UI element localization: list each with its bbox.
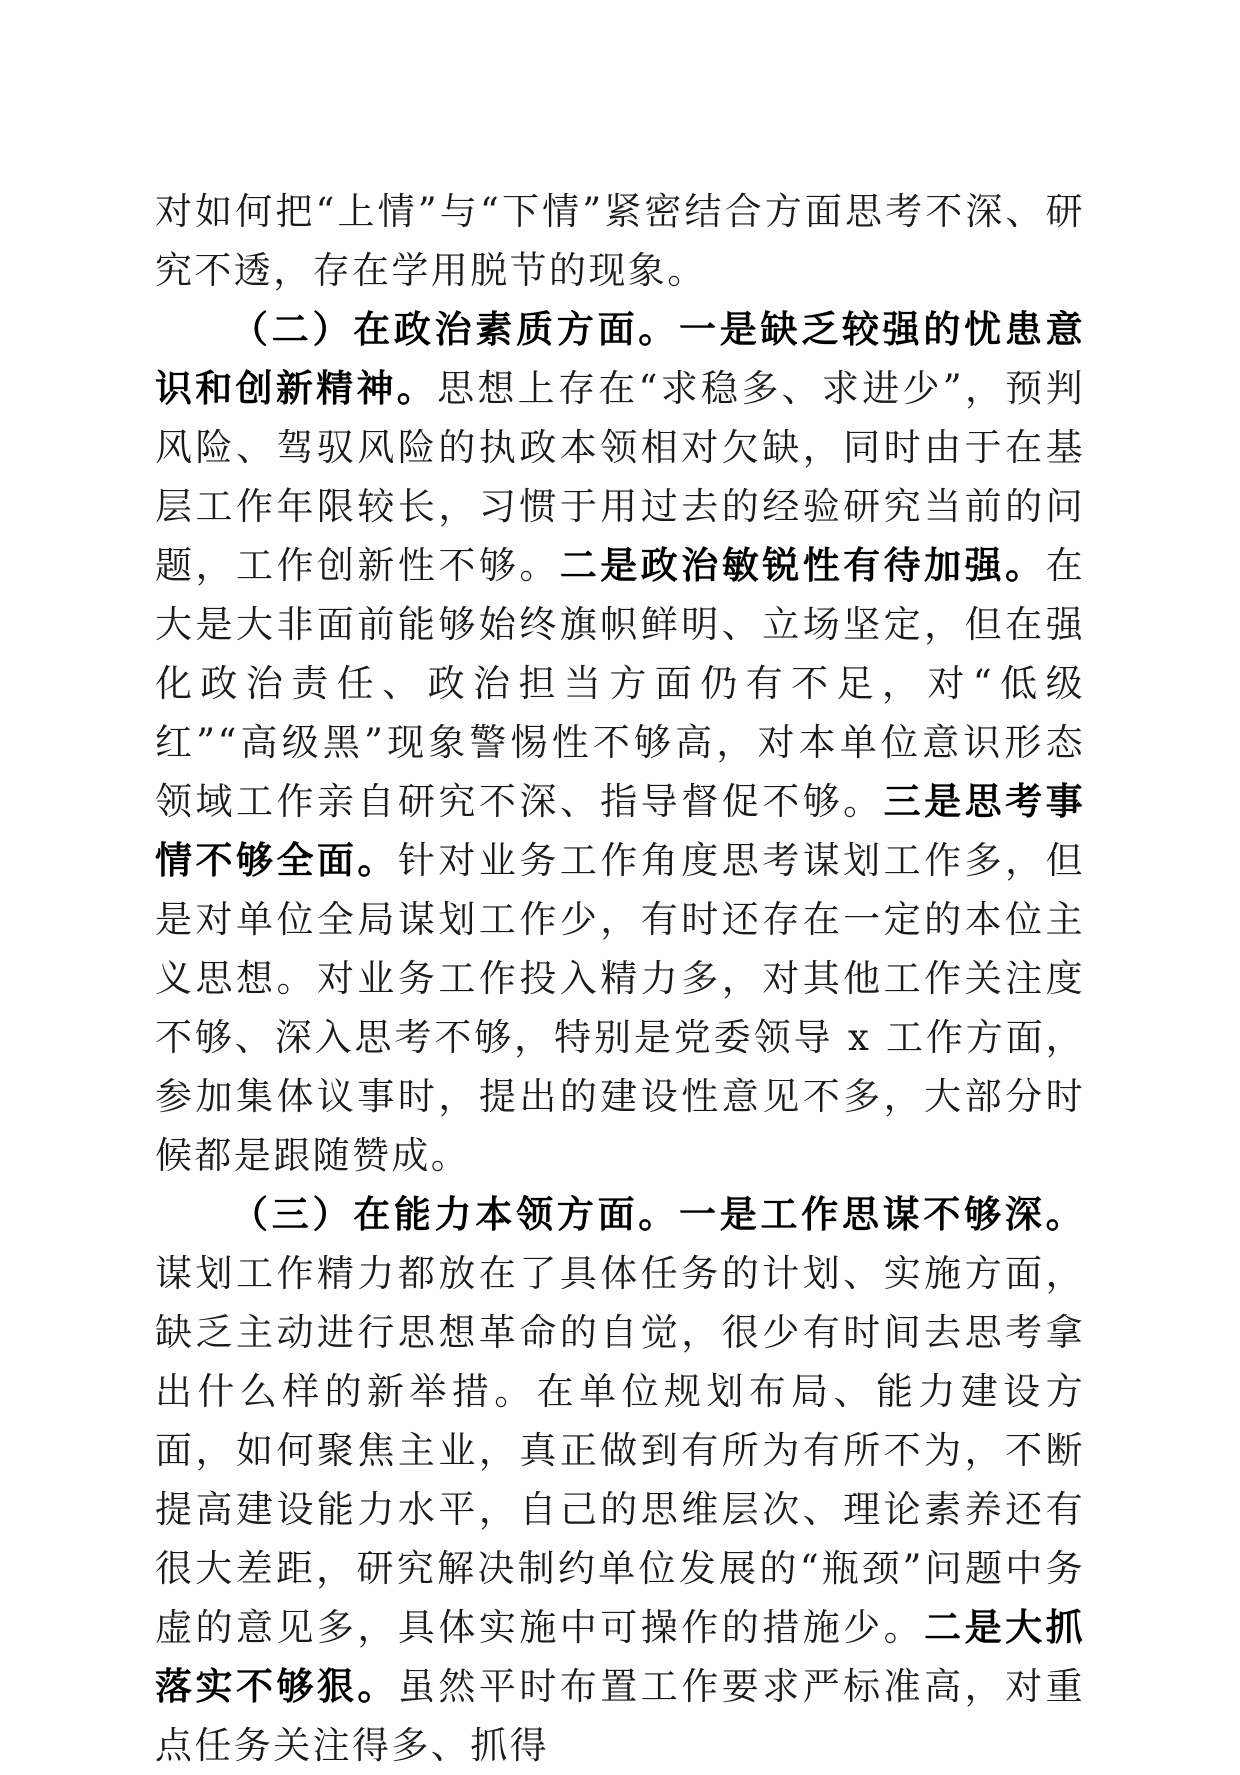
text-run: 对如何把“上情”与“下情”紧密结合方面思考不深、研究不透，存在学用脱节的现象。 xyxy=(155,190,1085,292)
point-heading: 二是政治敏锐性有待加强。 xyxy=(559,543,1046,587)
section-heading: （三）在能力本领方面。 xyxy=(231,1192,680,1236)
point-heading: 一是缺乏较强的忧患意识和创新精神。 xyxy=(155,307,1085,410)
paragraph-continuation xyxy=(155,182,1085,300)
paragraph-ability xyxy=(155,1185,1085,1775)
section-heading: （二）在政治素质方面。 xyxy=(231,307,680,351)
document-page xyxy=(155,182,1085,1775)
text-run: 针对业务工作角度思考谋划工作多，但是对单位全局谋划工作少，有时还存在一定的本位主义思想。对业务工作投入精力多，对其他工作关注度不够、深入思考不够，特别是党委领导 x 工作方面，参加集体议事时，提出的建设性意见不多，大部分时候都是跟随赞成。 xyxy=(155,839,1085,1177)
point-heading: 三是思考事情不够全面。 xyxy=(155,779,1085,882)
text-run: 思想上存在“求稳多、求进少”，预判风险、驾驭风险的执政本领相对欠缺，同时由于在基层工作年限较长，习惯于用过去的经验研究当前的问题，工作创新性不够。 xyxy=(155,367,1085,587)
text-run: 在大是大非面前能够始终旗帜鲜明、立场坚定，但在强化政治责任、政治担当方面仍有不足，对“低级红”“高级黑”现象警惕性不够高，对本单位意识形态领域工作亲自研究不深、指导督促不够。 xyxy=(155,544,1085,823)
paragraph-political-quality xyxy=(155,300,1085,1185)
point-heading: 一是工作思谋不够深。 xyxy=(679,1192,1085,1236)
point-heading: 二是大抓落实不够狠。 xyxy=(155,1605,1085,1708)
text-run: 谋划工作精力都放在了具体任务的计划、实施方面，缺乏主动进行思想革命的自觉，很少有时间去思考拿出什么样的新举措。在单位规划布局、能力建设方面，如何聚焦主业，真正做到有所为有所不为，不断提高建设能力水平，自己的思维层次、理论素养还有很大差距，研究解决制约单位发展的“瓶颈”问题中务虚的意见多，具体实施中可操作的措施少。 xyxy=(155,1252,1085,1649)
text-run: 虽然平时布置工作要求严标准高，对重点任务关注得多、抓得 xyxy=(155,1665,1085,1767)
